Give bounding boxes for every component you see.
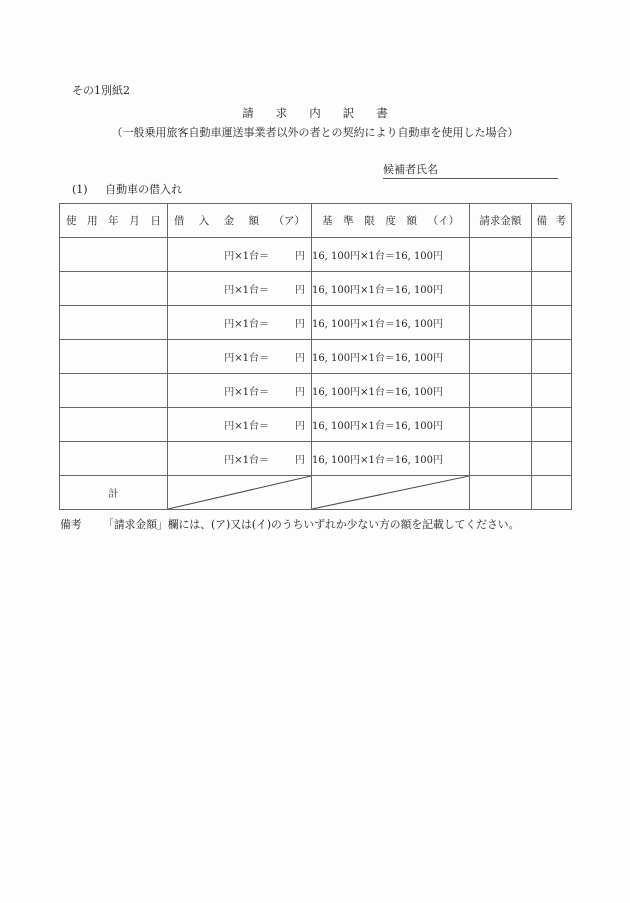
remarks-cell[interactable] (531, 306, 571, 340)
diagonal-strike-icon (168, 476, 311, 509)
borrow-formula: 円×1台＝ (224, 285, 269, 296)
borrow-formula: 円×1台＝ (224, 319, 269, 330)
header-char: （イ） (427, 215, 460, 227)
borrow-unit: 円 (294, 353, 305, 364)
candidate-name-field[interactable] (383, 161, 558, 179)
table-row (60, 238, 572, 272)
table-row (60, 306, 572, 340)
total-remarks-cell[interactable] (531, 476, 571, 510)
limit-amount-cell: 16, 100円×1台＝16, 100円 (311, 306, 469, 340)
header-char: 額 (406, 215, 418, 227)
claim-amount-cell[interactable] (470, 408, 531, 442)
borrow-amount-cell[interactable] (167, 442, 311, 476)
borrow-unit: 円 (294, 387, 305, 398)
total-borrow-struck (167, 476, 311, 510)
total-claim-cell[interactable] (470, 476, 531, 510)
document-subtitle: （一般乗用旅客自動車運送事業者以外の者との契約により自動車を使用した場合） (111, 126, 519, 139)
header-borrow-amount (167, 204, 311, 238)
header-char: 金 (223, 215, 235, 227)
footnote (60, 517, 519, 532)
usage-date-cell[interactable] (60, 272, 168, 306)
table-row (60, 272, 572, 306)
borrow-formula: 円×1台＝ (224, 251, 269, 262)
total-limit-struck (311, 476, 469, 510)
usage-date-cell[interactable] (60, 306, 168, 340)
header-char: 月 (129, 215, 140, 227)
remarks-cell[interactable] (531, 374, 571, 408)
borrow-formula: 円×1台＝ (224, 455, 269, 466)
form-id: その1別紙2 (72, 84, 130, 97)
header-char: 基 (321, 215, 333, 227)
borrow-formula: 円×1台＝ (224, 353, 269, 364)
table-row (60, 340, 572, 374)
footnote-label: 備考 (60, 518, 82, 531)
borrow-unit: 円 (294, 421, 305, 432)
usage-date-cell[interactable] (60, 374, 168, 408)
header-char: （ア） (273, 215, 305, 227)
claim-amount-cell[interactable] (470, 238, 531, 272)
usage-date-cell[interactable] (60, 238, 168, 272)
borrow-amount-cell[interactable] (167, 306, 311, 340)
borrow-amount-cell[interactable] (167, 272, 311, 306)
limit-amount-cell: 16, 100円×1台＝16, 100円 (311, 272, 469, 306)
section-title: 自動車の借入れ (105, 183, 183, 196)
borrow-unit: 円 (294, 285, 305, 296)
claims-table (59, 203, 572, 510)
borrow-amount-cell[interactable] (167, 408, 311, 442)
candidate-name-label: 候補者氏名 (383, 163, 438, 176)
remarks-cell[interactable] (531, 238, 571, 272)
table-row (60, 442, 572, 476)
usage-date-cell[interactable] (60, 408, 168, 442)
header-char: 準 (343, 215, 354, 227)
document-title: 請求内訳書 (242, 106, 410, 120)
borrow-formula: 円×1台＝ (224, 387, 269, 398)
usage-date-cell[interactable] (60, 442, 168, 476)
diagonal-strike-icon (312, 476, 469, 509)
limit-amount-cell: 16, 100円×1台＝16, 100円 (311, 238, 469, 272)
table-header-row (60, 204, 572, 238)
footnote-text: 「請求金額」欄には、(ア)又は(イ)のうちいずれか少ない方の額を記載してください。 (103, 518, 520, 531)
claim-amount-cell[interactable] (470, 340, 531, 374)
header-claim-amount: 請求金額 (470, 204, 531, 238)
header-char: 日 (150, 215, 161, 227)
header-char: 度 (385, 215, 396, 227)
borrow-unit: 円 (294, 319, 305, 330)
borrow-amount-cell[interactable] (167, 238, 311, 272)
borrow-amount-cell[interactable] (167, 374, 311, 408)
remarks-cell[interactable] (531, 340, 571, 374)
section-heading (72, 181, 182, 197)
header-usage-date (60, 204, 168, 238)
header-char: 用 (87, 215, 98, 227)
header-char: 限 (364, 215, 375, 227)
remarks-cell[interactable] (531, 272, 571, 306)
borrow-amount-cell[interactable] (167, 340, 311, 374)
header-char: 備 (536, 215, 548, 227)
header-char: 額 (248, 215, 260, 227)
header-char: 年 (108, 215, 119, 227)
header-char: 借 (173, 215, 185, 227)
section-number: (1) (72, 183, 88, 196)
header-remarks (531, 204, 571, 238)
limit-amount-cell: 16, 100円×1台＝16, 100円 (311, 340, 469, 374)
limit-amount-cell: 16, 100円×1台＝16, 100円 (311, 408, 469, 442)
header-char: 入 (198, 215, 210, 227)
usage-date-cell[interactable] (60, 340, 168, 374)
remarks-cell[interactable] (531, 442, 571, 476)
claim-amount-cell[interactable] (470, 306, 531, 340)
remarks-cell[interactable] (531, 408, 571, 442)
claim-amount-cell[interactable] (470, 374, 531, 408)
total-label: 計 (60, 476, 168, 510)
table-row (60, 374, 572, 408)
table-row (60, 408, 572, 442)
borrow-formula: 円×1台＝ (224, 421, 269, 432)
borrow-unit: 円 (294, 455, 305, 466)
borrow-unit: 円 (294, 251, 305, 262)
claim-amount-cell[interactable] (470, 442, 531, 476)
header-char: 考 (555, 215, 566, 227)
total-row (60, 476, 572, 510)
limit-amount-cell: 16, 100円×1台＝16, 100円 (311, 374, 469, 408)
header-char: 使 (66, 215, 77, 227)
claim-amount-cell[interactable] (470, 272, 531, 306)
limit-amount-cell: 16, 100円×1台＝16, 100円 (311, 442, 469, 476)
header-limit-amount (311, 204, 469, 238)
